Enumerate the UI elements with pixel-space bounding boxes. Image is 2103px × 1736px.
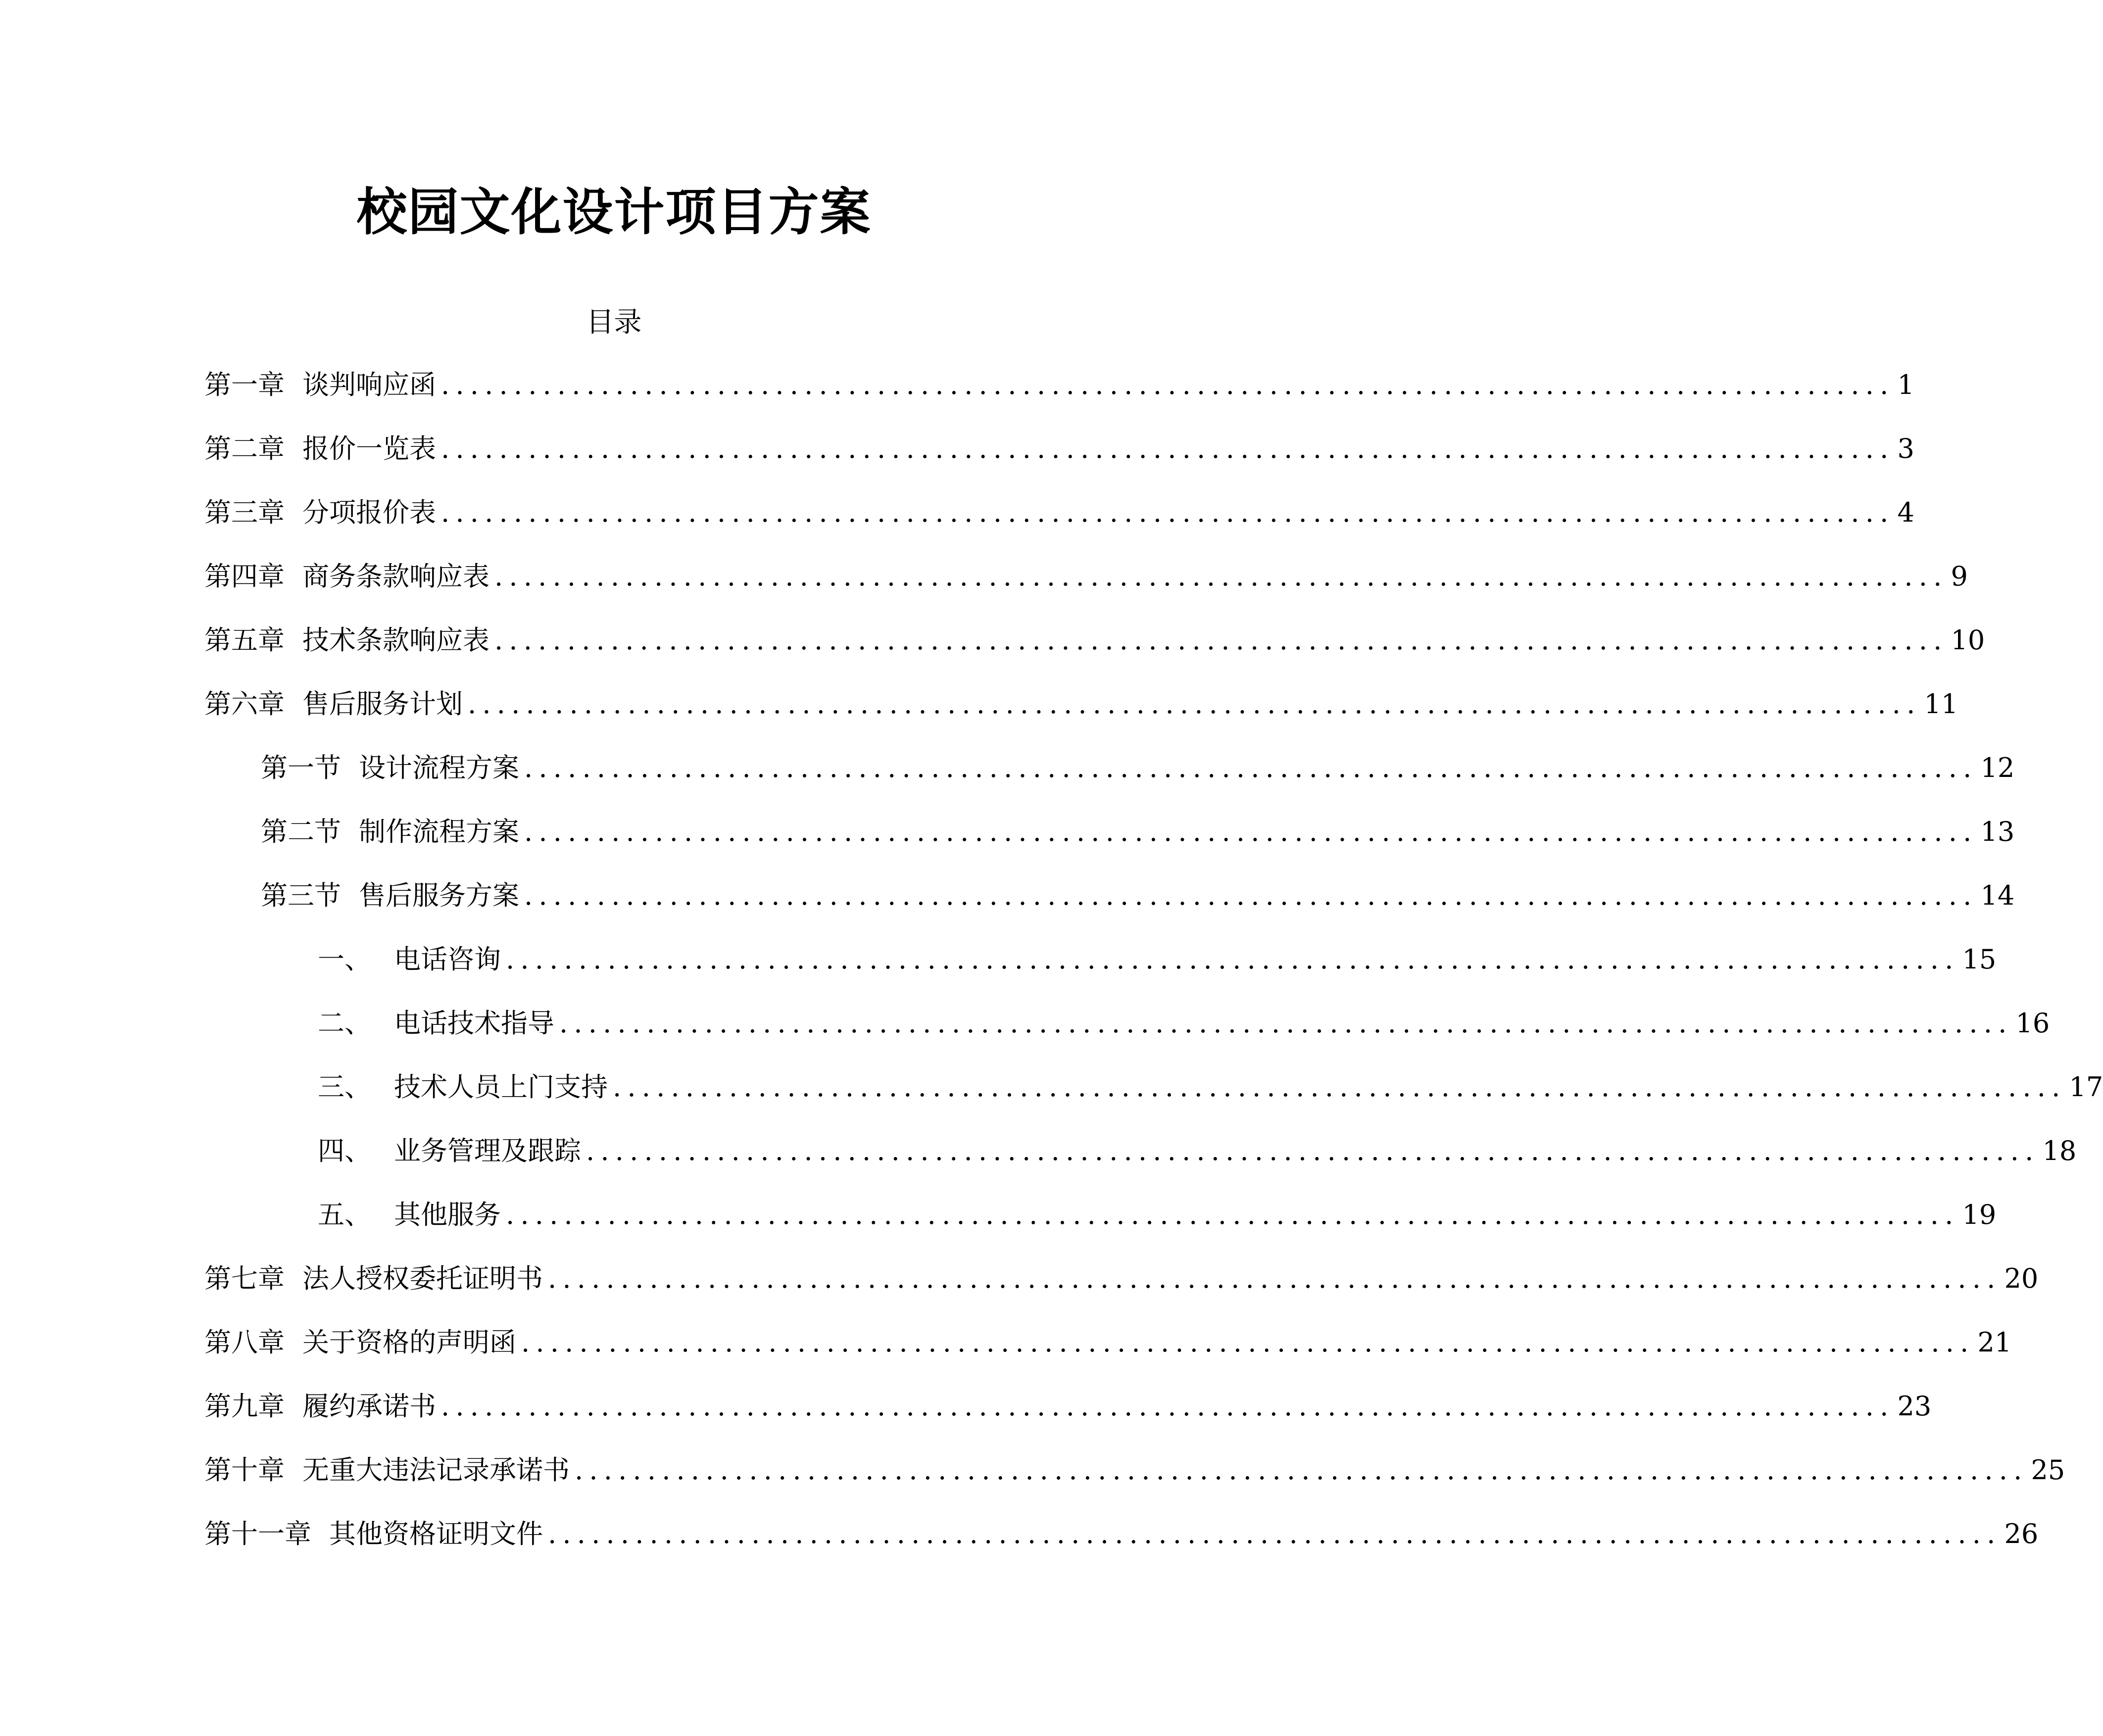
toc-entry-number: 第二节 bbox=[261, 816, 341, 847]
toc-leader-dots: .................................................................................................... bbox=[586, 1135, 2040, 1166]
toc-leader-dots: .................................................................................................... bbox=[441, 1391, 1895, 1422]
toc-entry-label bbox=[204, 365, 436, 405]
toc-leader-dots: .................................................................................................... bbox=[468, 688, 1921, 720]
toc-entry-page: 19 bbox=[1962, 1199, 1997, 1230]
toc-entry-number: 三、 bbox=[318, 1071, 371, 1103]
toc-leader-dots: .................................................................................................... bbox=[575, 1454, 2028, 1486]
toc-entry-label bbox=[204, 621, 489, 660]
toc-leader-dots: .................................................................................................... bbox=[506, 944, 1959, 975]
toc-entry-page: 21 bbox=[1977, 1327, 2012, 1358]
toc-entry-chapter-11[interactable] bbox=[204, 1514, 2039, 1554]
toc-entry-number: 第十章 bbox=[204, 1454, 285, 1486]
toc-entry-page: 14 bbox=[1980, 880, 2015, 911]
toc-entry-page: 4 bbox=[1897, 497, 1914, 528]
toc-entry-page: 26 bbox=[2004, 1518, 2039, 1549]
toc-entry-chapter-5[interactable] bbox=[204, 621, 1985, 660]
toc-entry-page: 25 bbox=[2031, 1454, 2065, 1486]
toc-entry-number: 第十一章 bbox=[204, 1518, 311, 1549]
toc-entry-page: 18 bbox=[2042, 1135, 2077, 1166]
toc-entry-chapter-2[interactable] bbox=[204, 429, 1914, 469]
toc-entry-label bbox=[204, 1387, 436, 1426]
toc-entry-title: 技术人员上门支持 bbox=[394, 1071, 608, 1103]
toc-leader-dots: .................................................................................................... bbox=[559, 1008, 2013, 1039]
toc-leader-dots: .................................................................................................... bbox=[548, 1518, 2002, 1549]
toc-entry-title: 电话技术指导 bbox=[394, 1008, 554, 1039]
toc-entry-chapter-8[interactable] bbox=[204, 1323, 2012, 1362]
toc-entry-label bbox=[204, 557, 489, 596]
toc-entry-number: 五、 bbox=[318, 1199, 371, 1230]
toc-entry-title: 设计流程方案 bbox=[359, 752, 519, 783]
toc-entry-page: 9 bbox=[1951, 561, 1968, 592]
toc-entry-title: 电话咨询 bbox=[394, 944, 501, 975]
toc-leader-dots: .................................................................................................... bbox=[548, 1263, 2002, 1294]
toc-entry-label bbox=[261, 748, 519, 788]
toc-leader-dots: .................................................................................................... bbox=[494, 561, 1948, 592]
toc-entry-page: 12 bbox=[1980, 752, 2015, 783]
toc-entry-page: 20 bbox=[2004, 1263, 2039, 1294]
toc-leader-dots: .................................................................................................... bbox=[521, 1327, 1975, 1358]
toc-entry-label bbox=[204, 1450, 570, 1490]
toc-entry-label bbox=[204, 1259, 543, 1299]
toc-entry-number: 第一节 bbox=[261, 752, 341, 783]
toc-entry-label bbox=[318, 1004, 554, 1043]
toc-leader-dots: .................................................................................................... bbox=[524, 752, 1978, 783]
toc-entry-number: 第六章 bbox=[204, 688, 285, 720]
toc-entry-number: 第二章 bbox=[204, 433, 285, 464]
toc-entry-label bbox=[261, 812, 519, 852]
toc-entry-number: 第三章 bbox=[204, 497, 285, 528]
toc-leader-dots: .................................................................................................... bbox=[441, 433, 1895, 464]
toc-entry-section-3[interactable] bbox=[261, 876, 2015, 916]
toc-entry-page: 13 bbox=[1980, 816, 2015, 847]
toc-entry-label bbox=[204, 429, 436, 469]
toc-leader-dots: .................................................................................................... bbox=[441, 369, 1895, 400]
toc-entry-section-2[interactable] bbox=[261, 812, 2015, 852]
toc-leader-dots: .................................................................................................... bbox=[441, 497, 1895, 528]
toc-heading: 目录 bbox=[586, 306, 642, 338]
toc-entry-page: 23 bbox=[1897, 1391, 1932, 1422]
toc-leader-dots: .................................................................................................... bbox=[613, 1071, 2066, 1103]
toc-leader-dots: .................................................................................................... bbox=[524, 880, 1978, 911]
toc-entry-page: 16 bbox=[2015, 1008, 2050, 1039]
toc-entry-label bbox=[204, 684, 463, 724]
toc-entry-chapter-3[interactable] bbox=[204, 493, 1914, 532]
toc-entry-label bbox=[204, 493, 436, 532]
toc-entry-number: 二、 bbox=[318, 1008, 371, 1039]
toc-entry-number: 一、 bbox=[318, 944, 371, 975]
toc-entry-label bbox=[318, 940, 501, 979]
toc-entry-chapter-1[interactable] bbox=[204, 365, 1914, 405]
toc-entry-title: 法人授权委托证明书 bbox=[302, 1263, 543, 1294]
toc-entry-label bbox=[318, 1067, 608, 1107]
toc-entry-title: 售后服务方案 bbox=[359, 880, 519, 911]
toc-entry-number: 第九章 bbox=[204, 1391, 285, 1422]
toc-entry-number: 第七章 bbox=[204, 1263, 285, 1294]
toc-entry-item-2[interactable] bbox=[318, 1004, 2050, 1043]
toc-entry-title: 制作流程方案 bbox=[359, 816, 519, 847]
toc-entry-title: 报价一览表 bbox=[302, 433, 436, 464]
toc-entry-label bbox=[261, 876, 519, 916]
toc-entry-number: 第一章 bbox=[204, 369, 285, 400]
toc-entry-title: 其他资格证明文件 bbox=[329, 1518, 543, 1549]
toc-entry-title: 分项报价表 bbox=[302, 497, 436, 528]
toc-entry-item-1[interactable] bbox=[318, 940, 1997, 979]
toc-entry-title: 无重大违法记录承诺书 bbox=[302, 1454, 570, 1486]
toc-entry-page: 3 bbox=[1897, 433, 1914, 464]
toc-entry-title: 售后服务计划 bbox=[302, 688, 463, 720]
toc-entry-number: 第五章 bbox=[204, 625, 285, 656]
toc-entry-label bbox=[204, 1323, 516, 1362]
toc-entry-title: 关于资格的声明函 bbox=[302, 1327, 516, 1358]
toc-entry-page: 1 bbox=[1897, 369, 1914, 400]
toc-leader-dots: .................................................................................................... bbox=[506, 1199, 1959, 1230]
toc-entry-page: 15 bbox=[1962, 944, 1997, 975]
toc-entry-label bbox=[318, 1195, 501, 1235]
toc-entry-title: 业务管理及跟踪 bbox=[394, 1135, 581, 1166]
toc-entry-chapter-4[interactable] bbox=[204, 557, 1968, 596]
toc-entry-title: 谈判响应函 bbox=[302, 369, 436, 400]
toc-entry-chapter-7[interactable] bbox=[204, 1259, 2039, 1299]
toc-entry-title: 商务条款响应表 bbox=[302, 561, 489, 592]
toc-entry-page: 11 bbox=[1924, 688, 1958, 720]
toc-entry-page: 10 bbox=[1951, 625, 1985, 656]
toc-entry-chapter-10[interactable] bbox=[204, 1450, 2065, 1490]
toc-entry-label bbox=[318, 1131, 581, 1171]
toc-entry-section-1[interactable] bbox=[261, 748, 2015, 788]
toc-entry-title: 技术条款响应表 bbox=[302, 625, 489, 656]
toc-entry-number: 第八章 bbox=[204, 1327, 285, 1358]
toc-entry-number: 第三节 bbox=[261, 880, 341, 911]
document-title: 校园文化设计项目方案 bbox=[356, 183, 872, 242]
toc-entry-item-3[interactable] bbox=[318, 1067, 2103, 1107]
toc-entry-number: 第四章 bbox=[204, 561, 285, 592]
toc-entry-page: 17 bbox=[2069, 1071, 2103, 1103]
toc-entry-title: 履约承诺书 bbox=[302, 1391, 436, 1422]
toc-entry-number: 四、 bbox=[318, 1135, 371, 1166]
toc-leader-dots: .................................................................................................... bbox=[524, 816, 1978, 847]
toc-entry-chapter-6[interactable] bbox=[204, 684, 1958, 724]
toc-entry-chapter-9[interactable] bbox=[204, 1387, 1932, 1426]
toc-entry-label bbox=[204, 1514, 543, 1554]
toc-entry-title: 其他服务 bbox=[394, 1199, 501, 1230]
toc-leader-dots: .................................................................................................... bbox=[494, 625, 1948, 656]
toc-entry-item-5[interactable] bbox=[318, 1195, 1997, 1235]
toc-entry-item-4[interactable] bbox=[318, 1131, 2077, 1171]
